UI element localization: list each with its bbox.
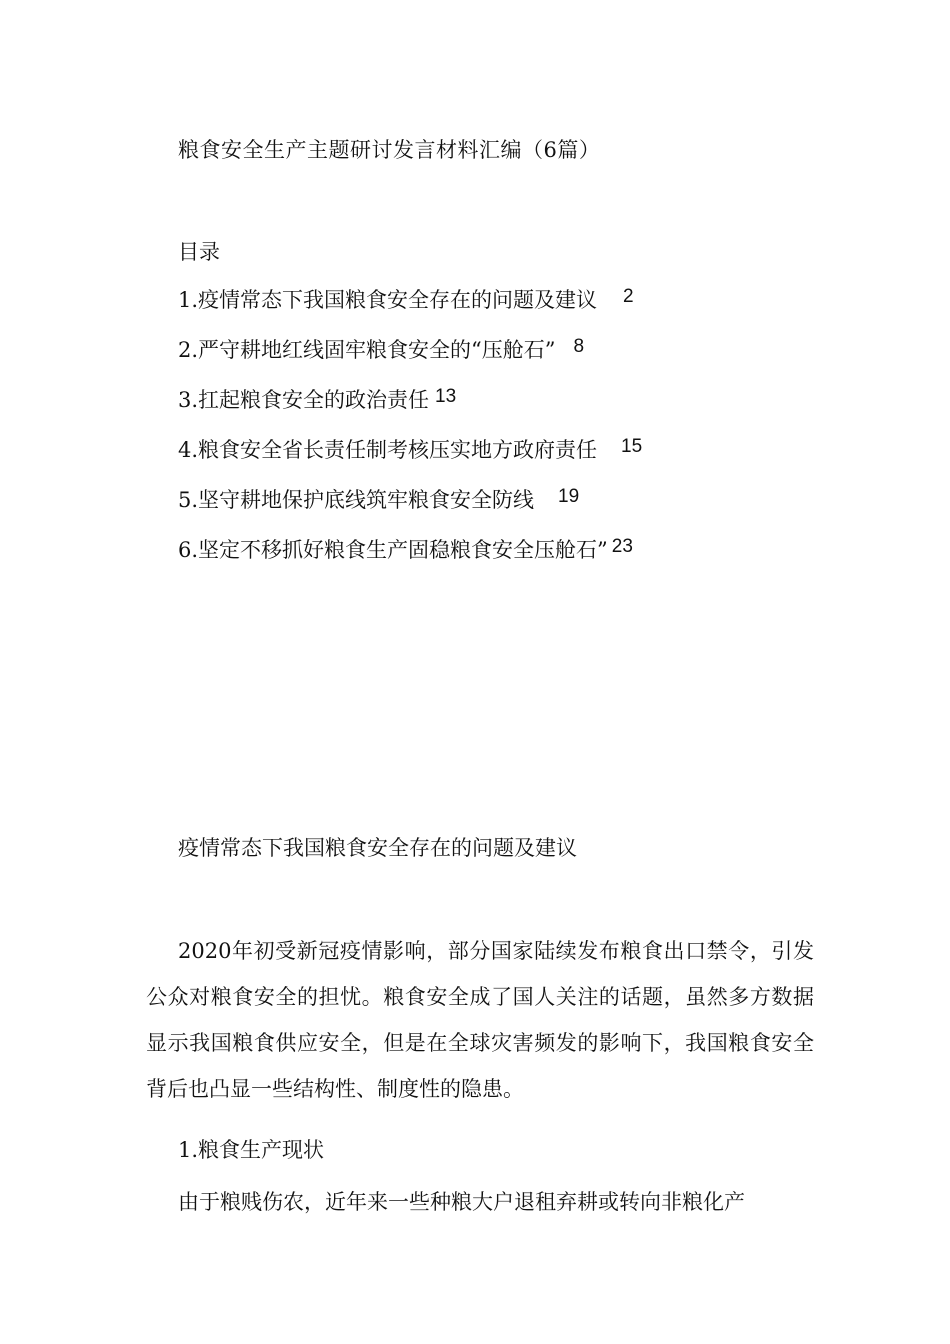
toc-item-page: 2 xyxy=(623,286,634,307)
document-title: 粮食安全生产主题研讨发言材料汇编（6篇） xyxy=(178,138,601,162)
toc-heading: 目录 xyxy=(178,240,220,264)
body-paragraph: 2020年初受新冠疫情影响，部分国家陆续发布粮食出口禁令，引发公众对粮食安全的担忧。粮食安全成了国人关注的话题，虽然多方数据显示我国粮食供应安全，但是在全球灾害频发的影响下，我国粮食安全背后也凸显一些结构性、制度性的隐患。 xyxy=(146,939,814,1101)
toc-item-3[interactable] xyxy=(178,384,642,434)
table-of-contents xyxy=(178,284,642,584)
toc-item-4[interactable] xyxy=(178,434,642,484)
toc-item-label: 5.坚守耕地保护底线筑牢粮食安全防线 xyxy=(178,488,535,512)
toc-item-label: 1.疫情常态下我国粮食安全存在的问题及建议 xyxy=(178,288,598,312)
toc-item-page: 23 xyxy=(611,536,633,557)
sub-heading: 1.粮食生产现状 xyxy=(178,1138,325,1162)
toc-item-page: 15 xyxy=(621,436,643,457)
toc-item-6[interactable] xyxy=(178,534,642,584)
toc-item-page: 19 xyxy=(558,486,580,507)
toc-item-1[interactable] xyxy=(178,284,642,334)
toc-item-label: 6.坚定不移抓好粮食生产固稳粮食安全压舱石” xyxy=(178,538,608,562)
toc-item-page: 8 xyxy=(573,336,585,357)
toc-item-page: 13 xyxy=(435,386,457,407)
section-title: 疫情常态下我国粮食安全存在的问题及建议 xyxy=(178,836,577,860)
toc-item-2[interactable] xyxy=(178,334,642,384)
toc-item-label: 3.扛起粮食安全的政治责任 xyxy=(178,388,430,412)
toc-item-label: 2.严守耕地红线固牢粮食安全的“压舱石” xyxy=(178,338,556,362)
toc-item-label: 4.粮食安全省长责任制考核压实地方政府责任 xyxy=(178,438,598,462)
body-paragraph: 由于粮贱伤农，近年来一些种粮大户退租弃耕或转向非粮化产 xyxy=(178,1190,745,1214)
toc-item-5[interactable] xyxy=(178,484,642,534)
